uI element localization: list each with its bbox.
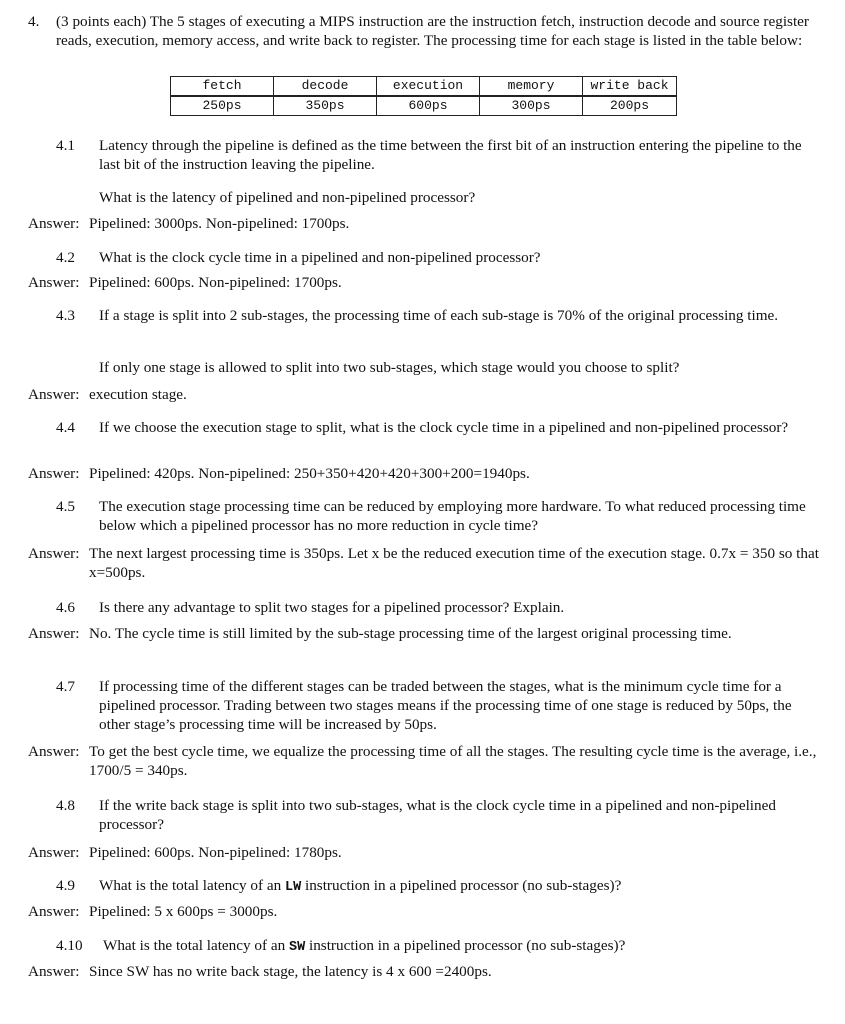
question-4-3-sub: If only one stage is allowed to split into two sub-stages, which stage would you choose to split? bbox=[99, 359, 680, 376]
question-number: 4.4 bbox=[56, 419, 75, 436]
answer-label: Answer: bbox=[28, 844, 80, 861]
table-cell: 350ps bbox=[274, 96, 377, 116]
table-header: decode bbox=[274, 77, 377, 97]
table-header: fetch bbox=[171, 77, 274, 97]
question-text-post: instruction in a pipelined processor (no sub-stages)? bbox=[301, 877, 622, 894]
answer-text: Pipelined: 600ps. Non-pipelined: 1780ps. bbox=[89, 844, 342, 861]
question-number: 4.6 bbox=[56, 599, 75, 616]
table-cell: 200ps bbox=[583, 96, 677, 116]
answer-text: Pipelined: 420ps. Non-pipelined: 250+350+420+420+300+200=1940ps. bbox=[89, 465, 530, 482]
answer-label: Answer: bbox=[28, 625, 80, 642]
table-cell: 300ps bbox=[480, 96, 583, 116]
stage-time-table bbox=[170, 76, 677, 116]
answer-label: Answer: bbox=[28, 743, 80, 760]
question-text-post: instruction in a pipelined processor (no sub-stages)? bbox=[305, 937, 626, 954]
question-text: The execution stage processing time can be reduced by employing more hardware. To what reduced processing time below which a pipelined processor has no more reduction in cycle time? bbox=[99, 498, 806, 534]
table-header: memory bbox=[480, 77, 583, 97]
answer-label: Answer: bbox=[28, 215, 80, 232]
question-number: 4.9 bbox=[56, 877, 75, 894]
instruction-code: LW bbox=[284, 880, 302, 895]
answer-text: Pipelined: 5 x 600ps = 3000ps. bbox=[89, 903, 278, 920]
answer-text: No. The cycle time is still limited by the sub-stage processing time of the largest original processing time. bbox=[89, 625, 732, 642]
table-row bbox=[171, 96, 677, 116]
answer-text: Pipelined: 600ps. Non-pipelined: 1700ps. bbox=[89, 274, 342, 291]
problem-text: (3 points each) The 5 stages of executing a MIPS instruction are the instruction fetch, instruction decode and source register reads, execution, memory access, and write back to register. The processing time for each stage is listed in the table below: bbox=[56, 13, 809, 49]
problem-number: 4. bbox=[28, 13, 40, 30]
table-header: write back bbox=[583, 77, 677, 97]
answer-text: To get the best cycle time, we equalize the processing time of all the stages. The resulting cycle time is the average, i.e., 1700/5 = 340ps. bbox=[89, 743, 817, 779]
table-cell: 250ps bbox=[171, 96, 274, 116]
question-4-1-sub: What is the latency of pipelined and non-pipelined processor? bbox=[99, 189, 476, 206]
answer-label: Answer: bbox=[28, 963, 80, 980]
question-text bbox=[103, 936, 830, 957]
question-text bbox=[99, 876, 826, 897]
question-number: 4.1 bbox=[56, 137, 75, 154]
question-number: 4.8 bbox=[56, 797, 75, 814]
question-text-pre: What is the total latency of an bbox=[103, 937, 289, 954]
answer-label: Answer: bbox=[28, 545, 80, 562]
answer-text: execution stage. bbox=[89, 386, 187, 403]
question-text: If we choose the execution stage to split, what is the clock cycle time in a pipelined and non-pipelined processor? bbox=[99, 419, 789, 436]
question-number: 4.2 bbox=[56, 249, 75, 266]
answer-label: Answer: bbox=[28, 465, 80, 482]
answer-label: Answer: bbox=[28, 386, 80, 403]
question-text-pre: What is the total latency of an bbox=[99, 877, 285, 894]
question-number: 4.7 bbox=[56, 678, 75, 695]
table-header: execution bbox=[377, 77, 480, 97]
answer-label: Answer: bbox=[28, 274, 80, 291]
question-text: What is the clock cycle time in a pipelined and non-pipelined processor? bbox=[99, 249, 541, 266]
question-number: 4.10 bbox=[56, 937, 83, 954]
question-text: Latency through the pipeline is defined as the time between the first bit of an instruction entering the pipeline to the last bit of the instruction leaving the pipeline. bbox=[99, 137, 802, 173]
answer-text: Pipelined: 3000ps. Non-pipelined: 1700ps. bbox=[89, 215, 350, 232]
question-text: Is there any advantage to split two stages for a pipelined processor? Explain. bbox=[99, 599, 565, 616]
question-text: If the write back stage is split into two sub-stages, what is the clock cycle time in a pipelined and non-pipelined processor? bbox=[99, 797, 776, 833]
answer-text: The next largest processing time is 350ps. Let x be the reduced execution time of the execution stage. 0.7x = 350 so that x=500ps. bbox=[89, 545, 819, 581]
answer-text: Since SW has no write back stage, the latency is 4 x 600 =2400ps. bbox=[89, 963, 492, 980]
table-header-row bbox=[171, 77, 677, 97]
instruction-code: SW bbox=[288, 940, 306, 955]
answer-label: Answer: bbox=[28, 903, 80, 920]
question-text: If a stage is split into 2 sub-stages, the processing time of each sub-stage is 70% of the original processing time. bbox=[99, 307, 779, 324]
question-number: 4.3 bbox=[56, 307, 75, 324]
question-number: 4.5 bbox=[56, 498, 75, 515]
question-text: If processing time of the different stages can be traded between the stages, what is the minimum cycle time for a pipelined processor. Trading between two stages means if the processing time of one stage is reduced by 50ps, the other stage’s processing time will be increased by 50ps. bbox=[99, 678, 792, 733]
table-cell: 600ps bbox=[377, 96, 480, 116]
